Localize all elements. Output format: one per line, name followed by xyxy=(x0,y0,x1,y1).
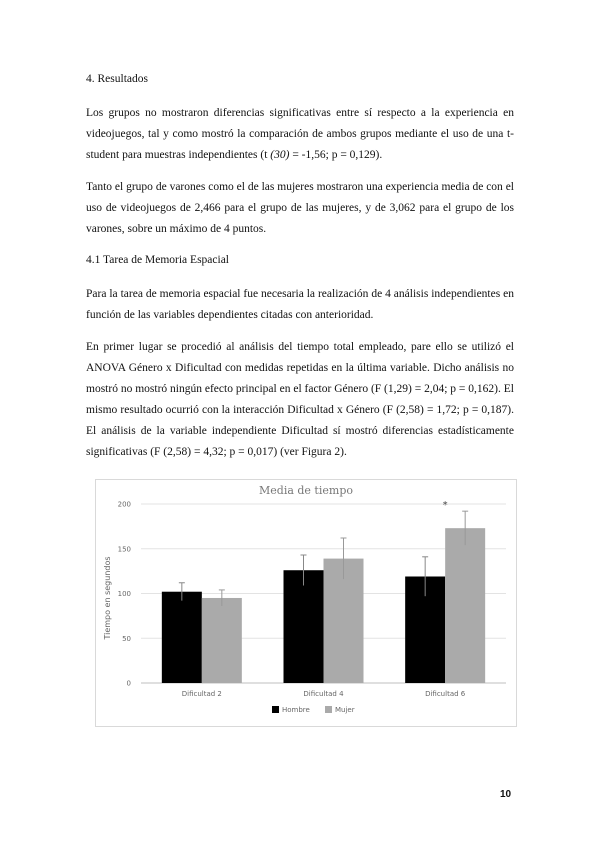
section-heading: 4. Resultados xyxy=(86,73,148,85)
y-tick-label: 0 xyxy=(126,679,131,688)
legend-swatch-mujer xyxy=(325,706,332,713)
y-tick-label: 200 xyxy=(117,500,131,509)
y-tick-label: 100 xyxy=(117,590,131,598)
chart-title: Media de tiempo xyxy=(259,484,353,497)
bar-chart xyxy=(96,480,516,726)
significance-marker: * xyxy=(442,500,448,512)
x-tick-label: Dificultad 6 xyxy=(425,690,466,698)
paragraph-experience-end: = -1,56; p = 0,129). xyxy=(289,149,383,161)
figure-2-chart xyxy=(95,479,517,727)
paragraph-experience xyxy=(86,103,514,166)
x-tick-label: Dificultad 2 xyxy=(181,690,222,698)
y-axis-label: Tiempo en segundos xyxy=(103,556,112,640)
subsection-heading: 4.1 Tarea de Memoria Espacial xyxy=(86,254,229,266)
paragraph-anova: En primer lugar se procedió al análisis del tiempo total empleado, pare ello se utilizó el ANOVA Género x Dificultad con medidas repetidas en la última variable. Dicho análisis no mostró no mostró ningún efecto principal en el factor Género (F (1,29) = 2,04; p = 0,162). El mismo resultado ocurrió con la interacción Dificultad x Género (F (2,58) = 1,72; p = 0,187). El análisis de la variable independiente Dificultad sí mostró diferencias estadísticamente significativas (F (2,58) = 4,32; p = 0,017) (ver Figura 2). xyxy=(86,341,514,458)
y-tick-label: 150 xyxy=(117,545,131,554)
degrees-of-freedom: (30) xyxy=(270,149,290,161)
legend-label-mujer: Mujer xyxy=(335,706,355,714)
bar-hombre xyxy=(284,570,324,683)
bar-hombre xyxy=(162,592,202,683)
legend-swatch-hombre xyxy=(272,706,279,713)
bar-mujer xyxy=(445,528,485,683)
y-tick-label: 50 xyxy=(122,634,131,643)
page-number: 10 xyxy=(500,789,512,800)
bar-mujer xyxy=(202,598,242,683)
x-tick-label: Dificultad 4 xyxy=(303,690,344,698)
paragraph-means: Tanto el grupo de varones como el de las mujeres mostraron una experiencia media de con el uso de videojuegos de 2,466 para el grupo de las mujeres, y de 3,062 para el grupo de los varones, sobre un máximo de 4 puntos. xyxy=(86,181,514,235)
legend-label-hombre: Hombre xyxy=(282,706,310,714)
paragraph-experience-text: Los grupos no mostraron diferencias significativas entre sí respecto a la experiencia en videojuegos, tal y como mostró la comparación de ambos grupos mediante el uso de una t-student para muestras independientes (t xyxy=(86,107,514,161)
paragraph-spatial-task: Para la tarea de memoria espacial fue necesaria la realización de 4 análisis independientes en función de las variables dependientes citadas con anterioridad. xyxy=(86,288,514,321)
